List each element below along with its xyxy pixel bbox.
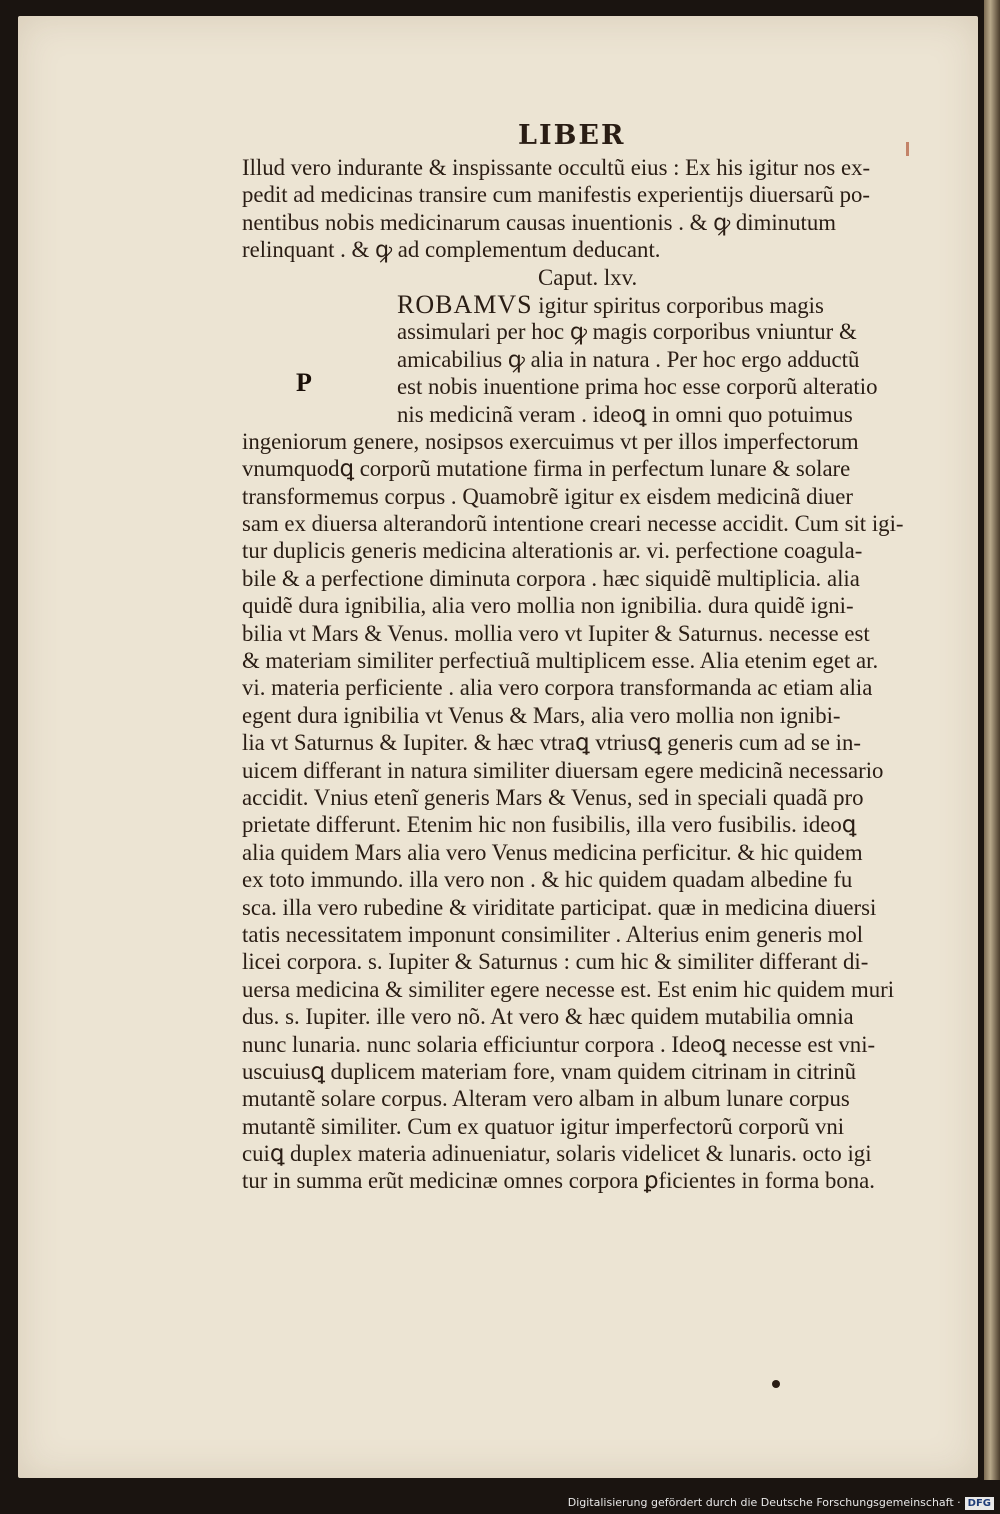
text-line: accidit. Vnius etenĩ generis Mars & Venus, sed in speciali quadã pro	[242, 784, 864, 810]
text-line: nentibus nobis medicinarum causas inuentionis . & ꝙ diminutum	[242, 209, 836, 235]
text-line: amicabilius ꝙ alia in natura . Per hoc ergo adductũ	[397, 346, 860, 372]
text-block	[242, 154, 922, 1195]
text-line: uscuiusꝗ duplicem materiam fore, vnam quidem citrinam in citrinũ	[242, 1058, 856, 1084]
text-line: pedit ad medicinas transire cum manifestis experientijs diuersarũ po-	[242, 182, 870, 208]
text-line: vnumquodꝗ corporũ mutatione firma in perfectum lunare & solare	[242, 456, 851, 482]
text-line: tur duplicis generis medicina alterationis ar. vi. perfectione coagula-	[242, 538, 863, 564]
text-line: nis medicinã veram . ideoꝗ in omni quo potuimus	[397, 401, 853, 427]
text-line: & materiam similiter perfectiuã multiplicem esse. Alia etenim eget ar.	[242, 648, 879, 674]
text-line: assimulari per hoc ꝙ magis corporibus vniuntur &	[397, 319, 857, 345]
text-line: relinquant . & ꝙ ad complementum deducant.	[242, 237, 661, 263]
text-line: egent dura ignibilia vt Venus & Mars, alia vero mollia non ignibi-	[242, 702, 841, 728]
text-line: vi. materia perficiente . alia vero corpora transformanda ac etiam alia	[242, 675, 873, 701]
text-line: sca. illa vero rubedine & viriditate participat. quæ in medicina diuersi	[242, 894, 877, 920]
ink-dot	[772, 1380, 780, 1388]
text-line: dus. s. Iupiter. ille vero nõ. At vero & hæc quidem mutabilia omnia	[242, 1004, 854, 1030]
chapter-first-line	[242, 291, 922, 318]
text-line: bilia vt Mars & Venus. mollia vero vt Iupiter & Saturnus. necesse est	[242, 620, 870, 646]
text-line: bile & a perfectione diminuta corpora . hæc siquidẽ multiplicia. alia	[242, 565, 860, 591]
footer-credit: Digitalisierung gefördert durch die Deutsche Forschungsgemeinschaft ·	[567, 1496, 961, 1509]
digitization-footer	[568, 1496, 994, 1510]
text-line: uicem differant in natura similiter diuersam egere medicinã necessario	[242, 757, 884, 783]
text-line: ex toto immundo. illa vero non . & hic quidem quadam albedine fu	[242, 867, 853, 893]
text-line: uersa medicina & similiter egere necesse est. Est enim hic quidem muri	[242, 976, 895, 1002]
text-line: cuiꝗ duplex materia adinueniatur, solaris videlicet & lunaris. octo igi	[242, 1141, 872, 1167]
page-edge	[984, 0, 1000, 1480]
text-line: licei corpora. s. Iupiter & Saturnus : cum hic & similiter differant di-	[242, 949, 869, 975]
text-line: sam ex diuersa alterandorũ intentione creari necesse accidit. Cum sit igi-	[242, 511, 904, 537]
drop-cap: P	[296, 368, 312, 397]
text-line: tatis necessitatem imponunt consimiliter . Alterius enim generis mol	[242, 921, 864, 947]
text-line: mutantẽ similiter. Cum ex quatuor igitur imperfectorũ corporũ vni	[242, 1113, 845, 1139]
text-line: prietate differunt. Etenim hic non fusibilis, illa vero fusibilis. ideoꝗ	[242, 812, 857, 838]
text-line: Illud vero indurante & inspissante occultũ eius : Ex his igitur nos ex-	[242, 155, 871, 180]
text-line: est nobis inuentione prima hoc esse corporũ alteratio	[397, 374, 878, 400]
text-line: lia vt Saturnus & Iupiter. & hæc vtraꝗ vtriusꝗ generis cum ad se in-	[242, 730, 862, 756]
text-line: tur in summa erũt medicinæ omnes corpora ꝑficientes in forma bona.	[242, 1168, 875, 1194]
text-line: mutantẽ solare corpus. Alteram vero albam in album lunare corpus	[242, 1086, 850, 1112]
text-line: nunc lunaria. nunc solaria efficiuntur corpora . Ideoꝗ necesse est vni-	[242, 1031, 876, 1057]
text-line: ingeniorum genere, nosipsos exercuimus vt per illos imperfectorum	[242, 428, 859, 454]
running-header: LIBER	[518, 120, 626, 151]
text-line: transformemus corpus . Quamobrẽ igitur ex eisdem medicinã diuer	[242, 483, 853, 509]
chapter-first-word: ROBAMVS	[397, 290, 533, 319]
chapter-heading: Caput. lxv.	[538, 264, 638, 290]
dfg-logo[interactable]: DFG	[965, 1497, 994, 1510]
chapter-first-line-rest: igitur spiritus corporibus magis	[532, 292, 824, 318]
text-line: quidẽ dura ignibilia, alia vero mollia non ignibilia. dura quidẽ igni-	[242, 593, 854, 619]
text-line: alia quidem Mars alia vero Venus medicina perficitur. & hic quidem	[242, 839, 863, 865]
